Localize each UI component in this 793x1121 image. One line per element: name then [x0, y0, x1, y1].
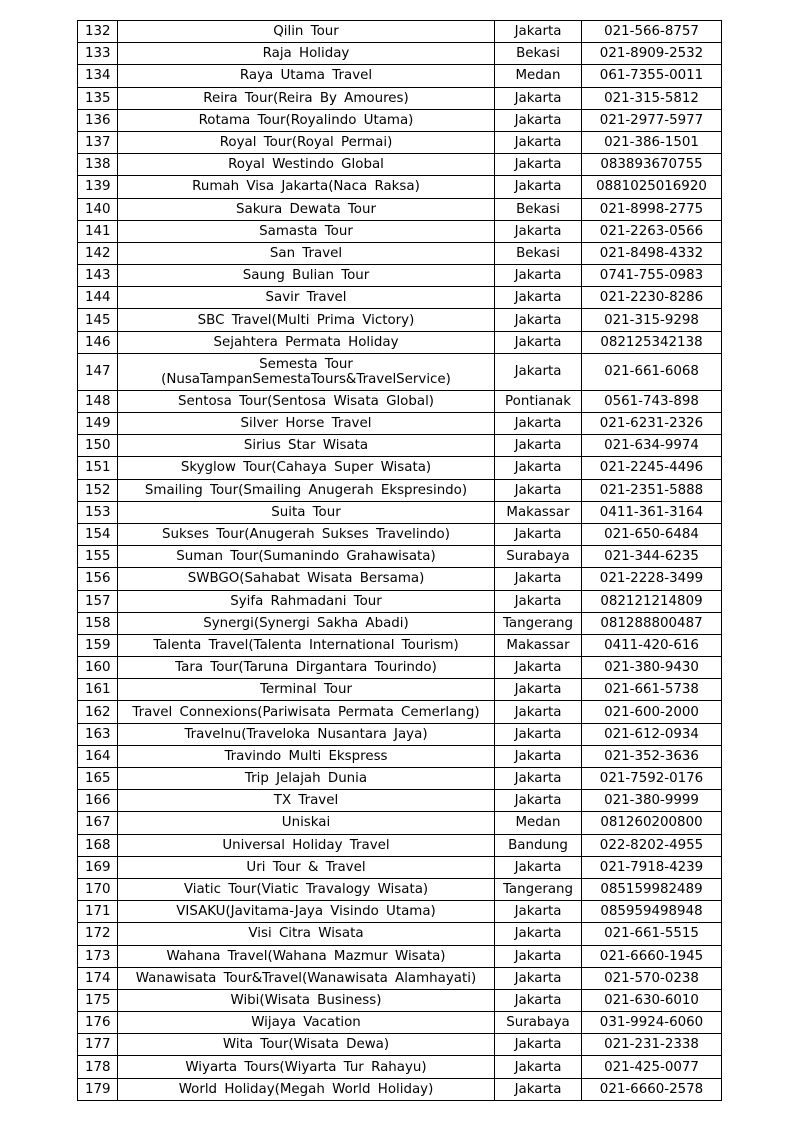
agency-name-cell: Sakura Dewata Tour — [118, 198, 495, 220]
city-cell: Bekasi — [495, 43, 582, 65]
table-row — [78, 790, 722, 812]
row-number-cell: 176 — [78, 1012, 118, 1034]
phone-cell: 021-7592-0176 — [582, 768, 722, 790]
phone-cell: 021-344-6235 — [582, 546, 722, 568]
agency-name-cell: Samasta Tour — [118, 220, 495, 242]
agency-name-cell: Universal Holiday Travel — [118, 834, 495, 856]
row-number-cell: 159 — [78, 634, 118, 656]
table-row — [78, 546, 722, 568]
city-cell: Jakarta — [495, 679, 582, 701]
city-cell: Jakarta — [495, 309, 582, 331]
agency-name-cell: SWBGO(Sahabat Wisata Bersama) — [118, 568, 495, 590]
phone-cell: 081288800487 — [582, 612, 722, 634]
city-cell: Jakarta — [495, 21, 582, 43]
city-cell: Makassar — [495, 501, 582, 523]
agency-name-line: Semesta Tour — [259, 356, 353, 372]
table-row — [78, 287, 722, 309]
phone-cell: 021-650-6484 — [582, 523, 722, 545]
phone-cell: 061-7355-0011 — [582, 65, 722, 87]
city-cell: Jakarta — [495, 176, 582, 198]
city-cell: Jakarta — [495, 154, 582, 176]
agency-name-cell: Travindo Multi Ekspress — [118, 745, 495, 767]
table-row — [78, 612, 722, 634]
agency-name-cell: Viatic Tour(Viatic Travalogy Wisata) — [118, 878, 495, 900]
phone-cell: 021-570-0238 — [582, 967, 722, 989]
phone-cell: 021-380-9430 — [582, 657, 722, 679]
phone-cell: 021-634-9974 — [582, 435, 722, 457]
row-number-cell: 134 — [78, 65, 118, 87]
phone-cell: 085159982489 — [582, 878, 722, 900]
agency-name-cell: Royal Westindo Global — [118, 154, 495, 176]
phone-cell: 021-630-6010 — [582, 989, 722, 1011]
row-number-cell: 162 — [78, 701, 118, 723]
table-row — [78, 131, 722, 153]
table-row — [78, 265, 722, 287]
row-number-cell: 150 — [78, 435, 118, 457]
agency-name-cell: Trip Jelajah Dunia — [118, 768, 495, 790]
city-cell: Jakarta — [495, 1056, 582, 1078]
row-number-cell: 160 — [78, 657, 118, 679]
table-row — [78, 109, 722, 131]
agency-name-cell: Wanawisata Tour&Travel(Wanawisata Alamhayati) — [118, 967, 495, 989]
row-number-cell: 141 — [78, 220, 118, 242]
table-row — [78, 457, 722, 479]
city-cell: Jakarta — [495, 989, 582, 1011]
table-row — [78, 413, 722, 435]
agency-name-cell: Savir Travel — [118, 287, 495, 309]
phone-cell: 021-7918-4239 — [582, 856, 722, 878]
row-number-cell: 167 — [78, 812, 118, 834]
row-number-cell: 133 — [78, 43, 118, 65]
table-row — [78, 435, 722, 457]
city-cell: Jakarta — [495, 590, 582, 612]
agency-name-cell: Syifa Rahmadani Tour — [118, 590, 495, 612]
table-row — [78, 198, 722, 220]
table-row — [78, 745, 722, 767]
table-row — [78, 1012, 722, 1034]
agency-name-cell: Rotama Tour(Royalindo Utama) — [118, 109, 495, 131]
row-number-cell: 136 — [78, 109, 118, 131]
agency-name-cell: World Holiday(Megah World Holiday) — [118, 1078, 495, 1100]
agency-name-cell: Wita Tour(Wisata Dewa) — [118, 1034, 495, 1056]
table-row — [78, 353, 722, 390]
row-number-cell: 170 — [78, 878, 118, 900]
agency-name-cell: Synergi(Synergi Sakha Abadi) — [118, 612, 495, 634]
table-row — [78, 834, 722, 856]
phone-cell: 021-661-5515 — [582, 923, 722, 945]
city-cell: Jakarta — [495, 568, 582, 590]
agency-name-cell: VISAKU(Javitama-Jaya Visindo Utama) — [118, 901, 495, 923]
phone-cell: 021-566-8757 — [582, 21, 722, 43]
phone-cell: 022-8202-4955 — [582, 834, 722, 856]
agency-name-cell: Suman Tour(Sumanindo Grahawisata) — [118, 546, 495, 568]
city-cell: Jakarta — [495, 287, 582, 309]
row-number-cell: 164 — [78, 745, 118, 767]
row-number-cell: 174 — [78, 967, 118, 989]
agency-name-cell: Sentosa Tour(Sentosa Wisata Global) — [118, 390, 495, 412]
agency-legal-name-line: (NusaTampanSemestaTours&TravelService) — [161, 371, 451, 387]
city-cell: Jakarta — [495, 87, 582, 109]
table-row — [78, 989, 722, 1011]
agency-name-cell: Terminal Tour — [118, 679, 495, 701]
table-row — [78, 878, 722, 900]
city-cell: Jakarta — [495, 1078, 582, 1100]
phone-cell: 021-380-9999 — [582, 790, 722, 812]
agency-name-cell: Saung Bulian Tour — [118, 265, 495, 287]
phone-cell: 021-600-2000 — [582, 701, 722, 723]
table-row — [78, 43, 722, 65]
city-cell: Jakarta — [495, 745, 582, 767]
row-number-cell: 135 — [78, 87, 118, 109]
agency-name-cell: Suita Tour — [118, 501, 495, 523]
row-number-cell: 147 — [78, 353, 118, 390]
phone-cell: 021-386-1501 — [582, 131, 722, 153]
phone-cell: 021-6660-2578 — [582, 1078, 722, 1100]
row-number-cell: 166 — [78, 790, 118, 812]
table-row — [78, 220, 722, 242]
city-cell: Jakarta — [495, 768, 582, 790]
city-cell: Pontianak — [495, 390, 582, 412]
agency-name-cell: Rumah Visa Jakarta(Naca Raksa) — [118, 176, 495, 198]
city-cell: Jakarta — [495, 945, 582, 967]
phone-cell: 0881025016920 — [582, 176, 722, 198]
table-row — [78, 331, 722, 353]
row-number-cell: 132 — [78, 21, 118, 43]
phone-cell: 0741-755-0983 — [582, 265, 722, 287]
phone-cell: 021-8909-2532 — [582, 43, 722, 65]
city-cell: Jakarta — [495, 265, 582, 287]
phone-cell: 021-2977-5977 — [582, 109, 722, 131]
row-number-cell: 151 — [78, 457, 118, 479]
row-number-cell: 138 — [78, 154, 118, 176]
city-cell: Jakarta — [495, 923, 582, 945]
row-number-cell: 146 — [78, 331, 118, 353]
table-row — [78, 1034, 722, 1056]
row-number-cell: 173 — [78, 945, 118, 967]
row-number-cell: 144 — [78, 287, 118, 309]
table-row — [78, 176, 722, 198]
row-number-cell: 137 — [78, 131, 118, 153]
table-row — [78, 923, 722, 945]
agency-name-cell: Wibi(Wisata Business) — [118, 989, 495, 1011]
phone-cell: 081260200800 — [582, 812, 722, 834]
city-cell: Jakarta — [495, 967, 582, 989]
row-number-cell: 169 — [78, 856, 118, 878]
agency-name-cell: Skyglow Tour(Cahaya Super Wisata) — [118, 457, 495, 479]
travel-agency-table — [77, 20, 722, 1101]
phone-cell: 021-2245-4496 — [582, 457, 722, 479]
city-cell: Jakarta — [495, 413, 582, 435]
phone-cell: 082121214809 — [582, 590, 722, 612]
agency-name-cell: San Travel — [118, 242, 495, 264]
city-cell: Tangerang — [495, 878, 582, 900]
city-cell: Bandung — [495, 834, 582, 856]
city-cell: Jakarta — [495, 457, 582, 479]
phone-cell: 083893670755 — [582, 154, 722, 176]
phone-cell: 021-6660-1945 — [582, 945, 722, 967]
table-row — [78, 590, 722, 612]
city-cell: Jakarta — [495, 723, 582, 745]
phone-cell: 0411-361-3164 — [582, 501, 722, 523]
row-number-cell: 152 — [78, 479, 118, 501]
city-cell: Jakarta — [495, 1034, 582, 1056]
row-number-cell: 161 — [78, 679, 118, 701]
agency-name-cell: Qilin Tour — [118, 21, 495, 43]
table-row — [78, 309, 722, 331]
city-cell: Jakarta — [495, 856, 582, 878]
agency-name-cell: Wahana Travel(Wahana Mazmur Wisata) — [118, 945, 495, 967]
row-number-cell: 143 — [78, 265, 118, 287]
agency-name-cell: Uri Tour & Travel — [118, 856, 495, 878]
agency-name-cell: Sirius Star Wisata — [118, 435, 495, 457]
row-number-cell: 148 — [78, 390, 118, 412]
phone-cell: 082125342138 — [582, 331, 722, 353]
agency-name-cell: Tara Tour(Taruna Dirgantara Tourindo) — [118, 657, 495, 679]
city-cell: Tangerang — [495, 612, 582, 634]
table-row — [78, 634, 722, 656]
row-number-cell: 156 — [78, 568, 118, 590]
row-number-cell: 168 — [78, 834, 118, 856]
city-cell: Makassar — [495, 634, 582, 656]
row-number-cell: 175 — [78, 989, 118, 1011]
agency-name-cell: SBC Travel(Multi Prima Victory) — [118, 309, 495, 331]
table-row — [78, 568, 722, 590]
row-number-cell: 158 — [78, 612, 118, 634]
phone-cell: 021-2263-0566 — [582, 220, 722, 242]
table-row — [78, 501, 722, 523]
agency-name-cell: Raja Holiday — [118, 43, 495, 65]
agency-name-cell: Uniskai — [118, 812, 495, 834]
city-cell: Jakarta — [495, 901, 582, 923]
city-cell: Bekasi — [495, 198, 582, 220]
city-cell: Jakarta — [495, 131, 582, 153]
city-cell: Surabaya — [495, 546, 582, 568]
phone-cell: 021-8998-2775 — [582, 198, 722, 220]
row-number-cell: 139 — [78, 176, 118, 198]
city-cell: Medan — [495, 65, 582, 87]
city-cell: Surabaya — [495, 1012, 582, 1034]
agency-name-cell: Sukses Tour(Anugerah Sukses Travelindo) — [118, 523, 495, 545]
phone-cell: 021-231-2338 — [582, 1034, 722, 1056]
phone-cell: 031-9924-6060 — [582, 1012, 722, 1034]
table-row — [78, 812, 722, 834]
phone-cell: 021-315-5812 — [582, 87, 722, 109]
city-cell: Jakarta — [495, 657, 582, 679]
row-number-cell: 140 — [78, 198, 118, 220]
table-row — [78, 679, 722, 701]
row-number-cell: 163 — [78, 723, 118, 745]
table-row — [78, 901, 722, 923]
table-row — [78, 1078, 722, 1100]
phone-cell: 0561-743-898 — [582, 390, 722, 412]
table-row — [78, 154, 722, 176]
row-number-cell: 157 — [78, 590, 118, 612]
table-row — [78, 87, 722, 109]
phone-cell: 021-2228-3499 — [582, 568, 722, 590]
phone-cell: 021-612-0934 — [582, 723, 722, 745]
row-number-cell: 142 — [78, 242, 118, 264]
city-cell: Jakarta — [495, 479, 582, 501]
row-number-cell: 155 — [78, 546, 118, 568]
row-number-cell: 172 — [78, 923, 118, 945]
agency-name-cell: Talenta Travel(Talenta International Tourism) — [118, 634, 495, 656]
phone-cell: 085959498948 — [582, 901, 722, 923]
table-row — [78, 21, 722, 43]
row-number-cell: 154 — [78, 523, 118, 545]
city-cell: Jakarta — [495, 220, 582, 242]
agency-name-cell: Silver Horse Travel — [118, 413, 495, 435]
agency-name-cell: Raya Utama Travel — [118, 65, 495, 87]
agency-name-cell: Travel Connexions(Pariwisata Permata Cemerlang) — [118, 701, 495, 723]
phone-cell: 021-661-6068 — [582, 353, 722, 390]
city-cell: Jakarta — [495, 109, 582, 131]
row-number-cell: 179 — [78, 1078, 118, 1100]
row-number-cell: 149 — [78, 413, 118, 435]
table-row — [78, 523, 722, 545]
agency-name-cell: Royal Tour(Royal Permai) — [118, 131, 495, 153]
agency-name-cell: TX Travel — [118, 790, 495, 812]
table-row — [78, 723, 722, 745]
agency-name-cell — [118, 353, 495, 390]
row-number-cell: 177 — [78, 1034, 118, 1056]
city-cell: Jakarta — [495, 435, 582, 457]
phone-cell: 021-6231-2326 — [582, 413, 722, 435]
agency-name-cell: Reira Tour(Reira By Amoures) — [118, 87, 495, 109]
table-row — [78, 242, 722, 264]
agency-name-cell: Travelnu(Traveloka Nusantara Jaya) — [118, 723, 495, 745]
table-row — [78, 945, 722, 967]
agency-name-cell: Smailing Tour(Smailing Anugerah Ekspresindo) — [118, 479, 495, 501]
table-row — [78, 1056, 722, 1078]
table-body — [78, 21, 722, 1101]
row-number-cell: 165 — [78, 768, 118, 790]
city-cell: Jakarta — [495, 790, 582, 812]
city-cell: Jakarta — [495, 353, 582, 390]
table-row — [78, 768, 722, 790]
table-row — [78, 701, 722, 723]
phone-cell: 021-2351-5888 — [582, 479, 722, 501]
phone-cell: 021-425-0077 — [582, 1056, 722, 1078]
city-cell: Jakarta — [495, 523, 582, 545]
table-row — [78, 856, 722, 878]
table-row — [78, 390, 722, 412]
phone-cell: 021-352-3636 — [582, 745, 722, 767]
row-number-cell: 145 — [78, 309, 118, 331]
phone-cell: 021-315-9298 — [582, 309, 722, 331]
city-cell: Bekasi — [495, 242, 582, 264]
row-number-cell: 171 — [78, 901, 118, 923]
agency-name-cell: Wiyarta Tours(Wiyarta Tur Rahayu) — [118, 1056, 495, 1078]
agency-name-cell: Wijaya Vacation — [118, 1012, 495, 1034]
row-number-cell: 153 — [78, 501, 118, 523]
table-row — [78, 657, 722, 679]
table-row — [78, 967, 722, 989]
city-cell: Medan — [495, 812, 582, 834]
phone-cell: 021-8498-4332 — [582, 242, 722, 264]
row-number-cell: 178 — [78, 1056, 118, 1078]
city-cell: Jakarta — [495, 701, 582, 723]
city-cell: Jakarta — [495, 331, 582, 353]
table-row — [78, 479, 722, 501]
agency-name-cell: Visi Citra Wisata — [118, 923, 495, 945]
phone-cell: 021-661-5738 — [582, 679, 722, 701]
agency-name-cell: Sejahtera Permata Holiday — [118, 331, 495, 353]
table-row — [78, 65, 722, 87]
phone-cell: 0411-420-616 — [582, 634, 722, 656]
phone-cell: 021-2230-8286 — [582, 287, 722, 309]
